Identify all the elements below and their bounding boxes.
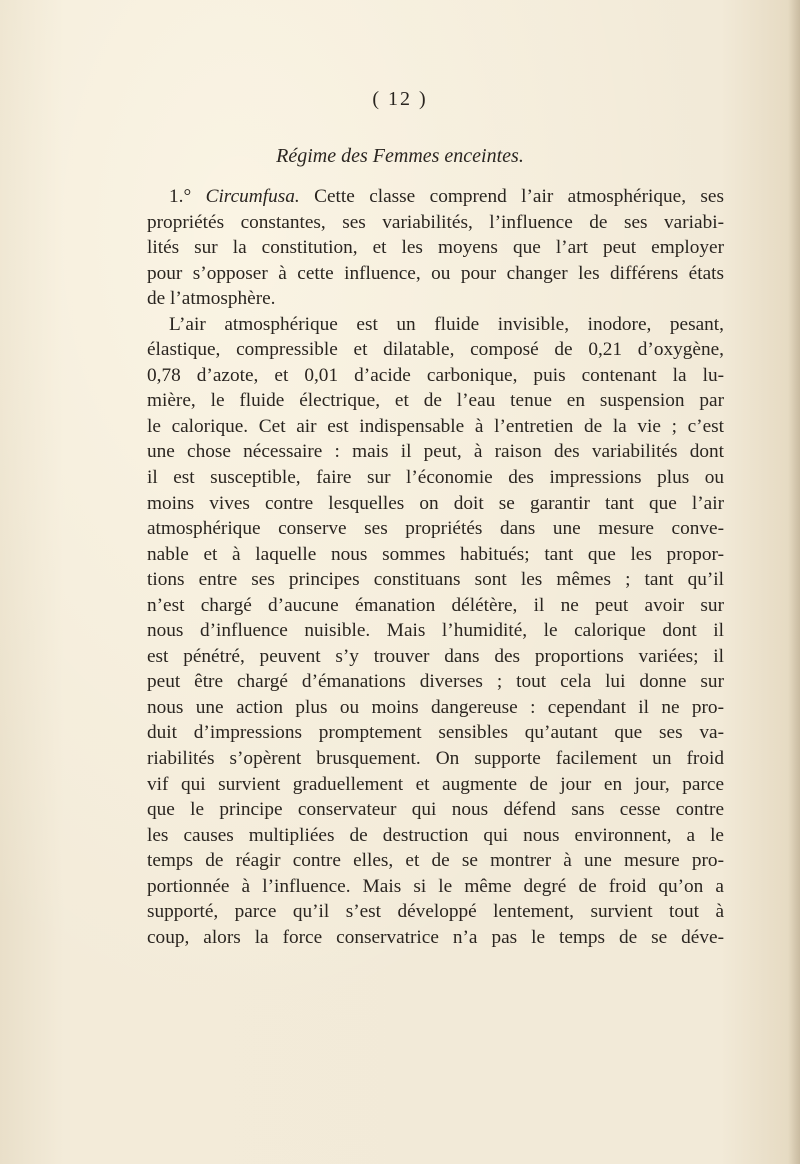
paragraph-1-line: de l’atmosphère. bbox=[147, 288, 276, 310]
paragraph-2-line: une chose nécessaire : mais il peut, à raison des variabilités dont bbox=[147, 441, 724, 463]
paragraph-2-line: les causes multipliées de destruction qui nous environnent, a le bbox=[147, 824, 724, 846]
paragraph-2-line: le calorique. Cet air est indispensable à l’entretien de la vie ; c’est bbox=[147, 415, 724, 437]
paragraph-2-line: nous d’influence nuisible. Mais l’humidité, le calorique dont il bbox=[147, 620, 724, 642]
page-edge-shadow bbox=[788, 0, 800, 1164]
body-text bbox=[147, 184, 724, 950]
paragraph-2-line: mière, le fluide électrique, et de l’eau tenue en suspension par bbox=[147, 390, 724, 412]
paragraph-2-line: 0,78 d’azote, et 0,01 d’acide carbonique, puis contenant la lu- bbox=[147, 364, 724, 386]
paragraph-2-line: riabilités s’opèrent brusquement. On supporte facilement un froid bbox=[147, 748, 724, 770]
paragraph-1-line-text: Cette classe comprend l’air atmosphérique, ses bbox=[299, 186, 724, 207]
paragraph-2-line: coup, alors la force conservatrice n’a pas le temps de se déve- bbox=[147, 926, 724, 948]
paragraph-2-line: moins vives contre lesquelles on doit se garantir tant que l’air bbox=[147, 492, 724, 514]
section-term: Circumfusa. bbox=[205, 186, 300, 207]
paragraph-1-line bbox=[147, 184, 724, 210]
paragraph-2-line: supporté, parce qu’il s’est développé lentement, survient tout à bbox=[147, 901, 724, 923]
paragraph-2-line: L’air atmosphérique est un fluide invisible, inodore, pesant, bbox=[169, 313, 724, 335]
paragraph-2-line: il est susceptible, faire sur l’économie des impressions plus ou bbox=[147, 467, 724, 489]
paragraph-2-line: que le principe conservateur qui nous défend sans cesse contre bbox=[147, 799, 724, 821]
paragraph-2-line: portionnée à l’influence. Mais si le même degré de froid qu’on a bbox=[147, 875, 724, 897]
section-heading: Régime des Femmes enceintes. bbox=[276, 145, 524, 167]
paragraph-1-line: pour s’opposer à cette influence, ou pour changer les différens états bbox=[147, 262, 724, 284]
paragraph-2-line: duit d’impressions promptement sensibles qu’autant que ses va- bbox=[147, 722, 724, 744]
paragraph-1-line: lités sur la constitution, et les moyens que l’art peut employer bbox=[147, 237, 724, 259]
paragraph-1-line: propriétés constantes, ses variabilités, l’influence de ses variabi- bbox=[147, 211, 724, 233]
paragraph-2-line: atmosphérique conserve ses propriétés dans une mesure conve- bbox=[147, 518, 724, 540]
paragraph-2-line: vif qui survient graduellement et augmente de jour en jour, parce bbox=[147, 773, 724, 795]
paragraph-2-line: tions entre ses principes constituans sont les mêmes ; tant qu’il bbox=[147, 569, 724, 591]
paragraph-2-line: peut être chargé d’émanations diverses ; tout cela lui donne sur bbox=[147, 671, 724, 693]
paragraph-2-line: nous une action plus ou moins dangereuse : cependant il ne pro- bbox=[147, 696, 724, 718]
paragraph-2-line: temps de réagir contre elles, et de se montrer à une mesure pro- bbox=[147, 850, 724, 872]
paragraph-2-line: n’est chargé d’aucune émanation délétère, il ne peut avoir sur bbox=[147, 594, 724, 616]
paragraph-2-line: est pénétré, peuvent s’y trouver dans des proportions variées; il bbox=[147, 645, 724, 667]
paragraph-2-line: nable et à laquelle nous sommes habitués; tant que les propor- bbox=[147, 543, 724, 565]
paragraph-2-line: élastique, compressible et dilatable, composé de 0,21 d’oxygène, bbox=[147, 339, 724, 361]
section-number: 1.° bbox=[169, 186, 206, 207]
page-number: ( 12 ) bbox=[372, 88, 428, 110]
